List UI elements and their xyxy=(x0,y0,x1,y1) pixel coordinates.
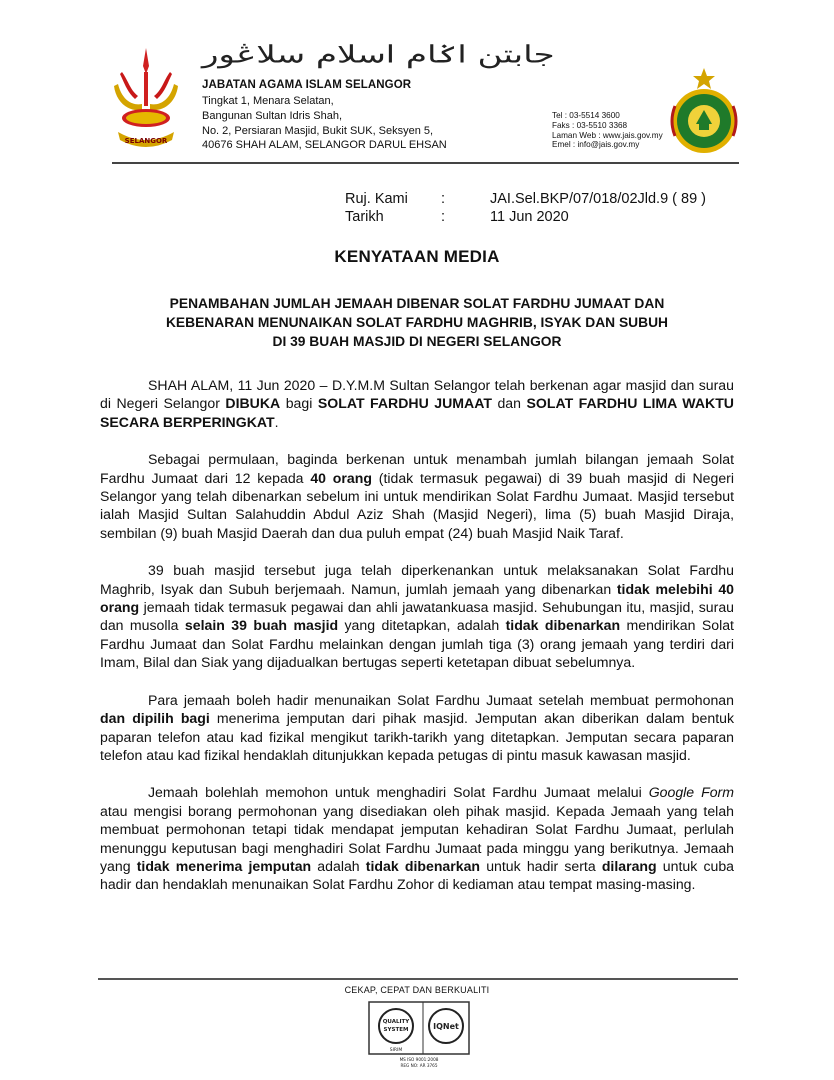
paragraph-4: Para jemaah boleh hadir menunaikan Solat Fardhu Jumaat setelah membuat permohonan dan dipilih bagi menerima jemputan dari pihak masjid. Jemputan akan diberikan dalam bentuk paparan telefon atau kad fizikal mengikut tarikh-tarikh yang ditetapkan. Jemputan secara paparan telefon atau kad fizikal hendaklah ditunjukkan kepada petugas di pintu masuk kawasan masjid. xyxy=(100,691,734,763)
title-line: PENAMBAHAN JUMLAH JEMAAH DIBENAR SOLAT FARDHU JUMAAT DAN xyxy=(169,296,665,311)
certification-logo-icon xyxy=(367,1000,471,1070)
date-label: Tarikh xyxy=(345,209,384,225)
paragraph-1: SHAH ALAM, 11 Jun 2020 – D.Y.M.M Sultan Selangor telah berkenan agar masjid dan surau di Negeri Selangor DIBUKA bagi SOLAT FARDHU JUMAAT dan SOLAT FARDHU LIMA WAKTU SECARA BERPERINGKAT. xyxy=(100,377,734,430)
svg-text:SYSTEM: SYSTEM xyxy=(383,1027,409,1033)
address-line: Tingkat 1, Menara Selatan, xyxy=(202,95,334,107)
svg-text:IQNet: IQNet xyxy=(433,1022,459,1031)
contact-phone: Tel : 03-5514 3600 xyxy=(552,111,620,120)
address-line: 40676 SHAH ALAM, SELANGOR DARUL EHSAN xyxy=(202,139,447,152)
paragraph-2: Sebagai permulaan, baginda berkenan untuk menambah jumlah bilangan jemaah Solat Fardhu Jumaat dari 12 kepada 40 orang (tidak termasuk pegawai) di 39 buah masjid di Negeri Selangor yang telah dibenarkan sebelum ini untuk mendirikan Solat Fardhu Jumaat. Masjid tersebut ialah Masjid Sultan Salahuddin Abdul Aziz Shah (Masjid Negeri), lima (5) buah Masjid Diraja, sembilan (9) buah Masjid Daerah dan dua puluh empat (24) buah Masjid Naik Taraf. xyxy=(100,451,734,541)
selangor-crest-icon xyxy=(108,44,184,152)
title-line: KEBENARAN MENUNAIKAN SOLAT FARDHU MAGHRIB, ISYAK DAN SUBUH xyxy=(165,315,669,330)
contact-email: Emel : info@jais.gov.my xyxy=(552,140,640,150)
contact-details xyxy=(552,111,663,150)
footer-divider xyxy=(98,978,738,980)
ref-label: Ruj. Kami xyxy=(345,191,408,207)
ref-separator: : xyxy=(441,191,446,207)
svg-text:QUALITY: QUALITY xyxy=(382,1019,410,1025)
paragraph-3: 39 buah masjid tersebut juga telah diperkenankan untuk melaksanakan Solat Fardhu Maghrib, Isyak dan Subuh berjemaah. Namun, jumlah jemaah yang dibenarkan tidak melebihi 40 orang jemaah tidak termasuk pegawai dan ahli jawatankuasa masjid. Sehubungan itu, masjid, surau dan musolla selain 39 buah masjid yang ditetapkan, adalah tidak dibenarkan mendirikan Solat Fardhu Jumaat dan Solat Fardhu melainkan dengan jumlah tiga (3) orang jemaah yang terdiri dari Imam, Bilal dan Siak yang dijadualkan bertugas seperti ketetapan dibuat sebelumnya. xyxy=(100,562,734,671)
footer-slogan: CEKAP, CEPAT DAN BERKUALITI xyxy=(344,985,490,995)
department-jawi-name: جابتن اݢام اسلام سلاڠور xyxy=(202,40,555,69)
title-line: DI 39 BUAH MASJID DI NEGERI SELANGOR xyxy=(272,334,562,349)
ref-value: JAI.Sel.BKP/07/018/02Jld.9 ( 89 ) xyxy=(490,191,707,207)
contact-website: Laman Web : www.jais.gov.my xyxy=(552,130,663,140)
address-line: No. 2, Persiaran Masjid, Bukit SUK, Seksyen 5, xyxy=(202,124,434,137)
document-heading: KENYATAAN MEDIA xyxy=(334,247,500,266)
svg-text:SELANGOR: SELANGOR xyxy=(124,137,168,145)
department-address xyxy=(202,94,447,153)
jais-emblem-icon xyxy=(663,66,745,156)
paragraph-5: Jemaah bolehlah memohon untuk menghadiri Solat Fardhu Jumaat melalui Google Form atau mengisi borang permohonan yang disediakan oleh pihak masjid. Kepada Jemaah yang telah membuat permohonan tetapi tidak mendapat jemputan kehadiran Solat Fardhu Jumaat, perlulah menunggu keputusan bagi menghadiri Solat Fardhu Jumaat pada minggu yang berikutnya. Jemaah yang tidak menerima jemputan adalah tidak dibenarkan untuk hadir serta dilarang untuk cuba hadir dan hendaklah menunaikan Solat Fardhu Zohor di kediaman atau tempat masing-masing. xyxy=(100,784,735,893)
reference-values xyxy=(490,190,706,226)
address-line: Bangunan Sultan Idris Shah, xyxy=(202,109,343,122)
date-value: 11 Jun 2020 xyxy=(490,209,569,225)
svg-text:SIRIM: SIRIM xyxy=(389,1048,403,1053)
reference-labels xyxy=(345,190,408,226)
reference-separators xyxy=(441,190,445,226)
date-separator: : xyxy=(441,209,446,225)
statement-body xyxy=(100,376,734,913)
svg-text:MS ISO 9001:2008: MS ISO 9001:2008 xyxy=(399,1057,439,1062)
department-name: JABATAN AGAMA ISLAM SELANGOR xyxy=(202,79,412,91)
header-divider xyxy=(112,162,739,164)
svg-text:REG NO: AR 3765: REG NO: AR 3765 xyxy=(400,1063,438,1068)
statement-title xyxy=(100,294,734,351)
contact-fax: Faks : 03-5510 3368 xyxy=(552,120,628,130)
